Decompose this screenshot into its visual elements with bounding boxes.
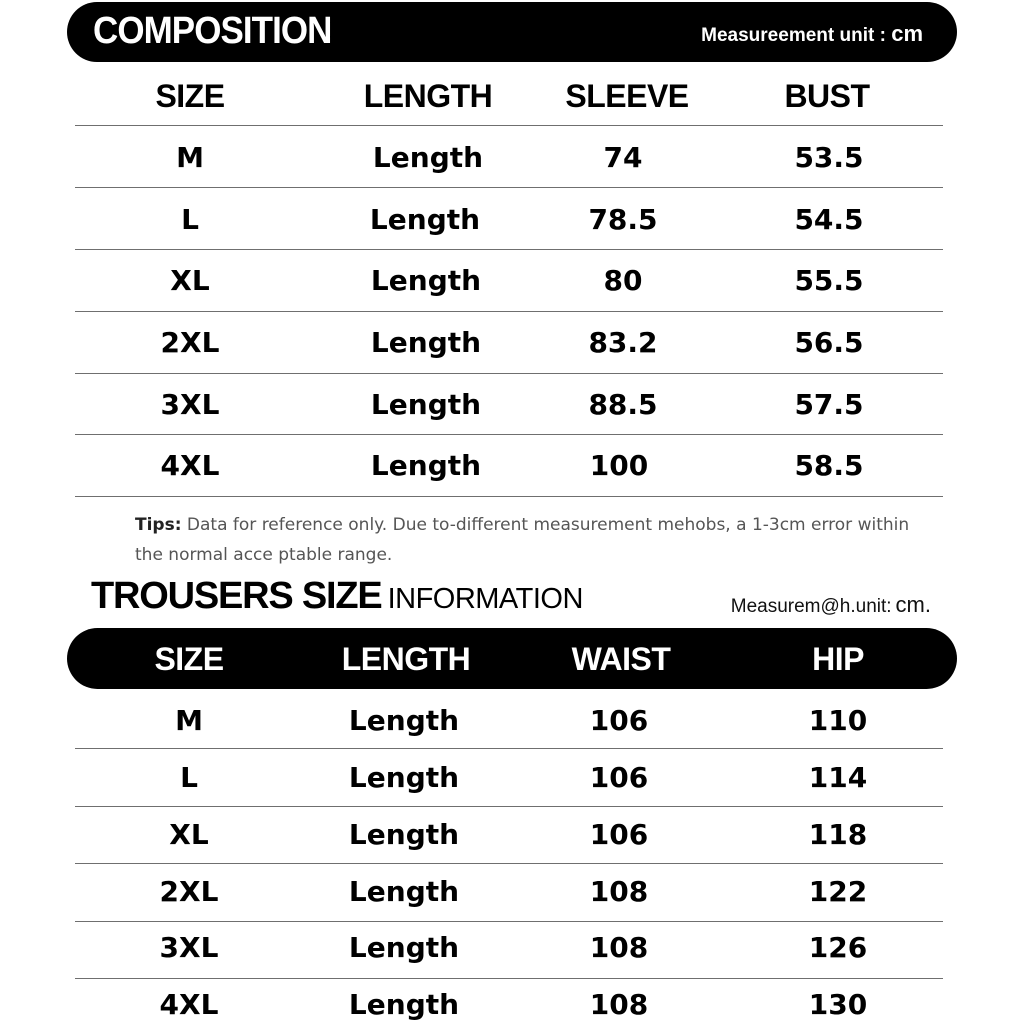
measurement-unit-value: cm [891,21,923,46]
table-cell-size: 3XL [159,931,219,964]
tips-note [135,510,925,570]
header-size: SIZE [155,78,225,114]
table-cell-length: Length [370,388,482,421]
table-cell-length: Length [348,704,460,737]
table-cell-size: 2XL [159,875,219,908]
composition-title: COMPOSITION [93,10,332,52]
tips-text: Data for reference only. Due to-different measurement mehobs, a 1-3cm error within the normal acce ptable range. [135,515,910,565]
table-cell-sleeve: 78.5 [588,203,658,236]
table-cell-waist: 108 [589,931,649,964]
divider [75,806,943,807]
table-cell-size: 2XL [160,326,220,359]
table-cell-length: Length [348,931,460,964]
trousers-unit-value: cm. [895,592,931,617]
divider [75,863,943,864]
table-cell-bust: 54.5 [794,203,864,236]
table-cell-hip: 122 [808,875,868,908]
divider [75,921,943,922]
table-cell-length: Length [369,203,481,236]
table-cell-length: Length [348,875,460,908]
trousers-measurement-unit [731,592,931,618]
table-cell-bust: 56.5 [794,326,864,359]
table-cell-hip: 126 [808,931,868,964]
measurement-unit [701,21,923,47]
divider [75,496,943,497]
table-cell-sleeve: 88.5 [588,388,658,421]
table-cell-hip: 130 [808,988,868,1021]
divider [75,125,943,126]
table-cell-waist: 108 [589,875,649,908]
table-cell-sleeve: 100 [589,449,649,482]
header-bust: BUST [784,78,870,114]
table-cell-length: Length [372,141,484,174]
table-cell-size: L [181,203,199,236]
table-cell-size: 4XL [159,988,219,1021]
table-cell-length: Length [370,326,482,359]
measurement-unit-label: Measureement unit : [701,25,886,46]
trousers-title [91,575,583,618]
table-cell-hip: 114 [808,761,868,794]
table-cell-bust: 58.5 [794,449,864,482]
table-cell-size: XL [169,818,209,851]
trousers-header-bar [67,628,957,689]
table-cell-length: Length [348,988,460,1021]
table-cell-waist: 106 [589,704,649,737]
table-cell-length: Length [370,264,482,297]
table-cell-waist: 106 [589,818,649,851]
header-hip: HIP [812,641,864,677]
table-cell-bust: 55.5 [794,264,864,297]
header-size: SIZE [154,641,224,677]
table-cell-size: M [176,141,204,174]
table-cell-waist: 106 [589,761,649,794]
divider [75,311,943,312]
trousers-unit-label: Measurem@h.unit: [730,596,892,617]
table-cell-length: Length [370,449,482,482]
header-waist: WAIST [571,641,671,677]
divider [75,748,943,749]
table-cell-sleeve: 83.2 [588,326,658,359]
composition-banner [67,2,957,62]
table-cell-size: L [180,761,198,794]
header-sleeve: SLEEVE [565,78,689,114]
divider [75,249,943,250]
header-length: LENGTH [341,641,471,677]
table-cell-size: M [175,704,203,737]
tips-label: Tips: [135,515,182,535]
table-cell-waist: 108 [589,988,649,1021]
trousers-title-main: TROUSERS SIZE [91,575,382,617]
header-length: LENGTH [363,78,493,114]
table-cell-bust: 57.5 [794,388,864,421]
table-cell-hip: 118 [808,818,868,851]
divider [75,187,943,188]
table-cell-sleeve: 74 [603,141,643,174]
divider [75,978,943,979]
table-cell-length: Length [348,761,460,794]
table-cell-hip: 110 [808,704,868,737]
table-cell-size: XL [170,264,210,297]
trousers-title-sub: INFORMATION [387,583,583,615]
table-cell-bust: 53.5 [794,141,864,174]
table-cell-sleeve: 80 [603,264,643,297]
divider [75,373,943,374]
table-cell-size: 4XL [160,449,220,482]
table-cell-length: Length [348,818,460,851]
divider [75,434,943,435]
table-cell-size: 3XL [160,388,220,421]
